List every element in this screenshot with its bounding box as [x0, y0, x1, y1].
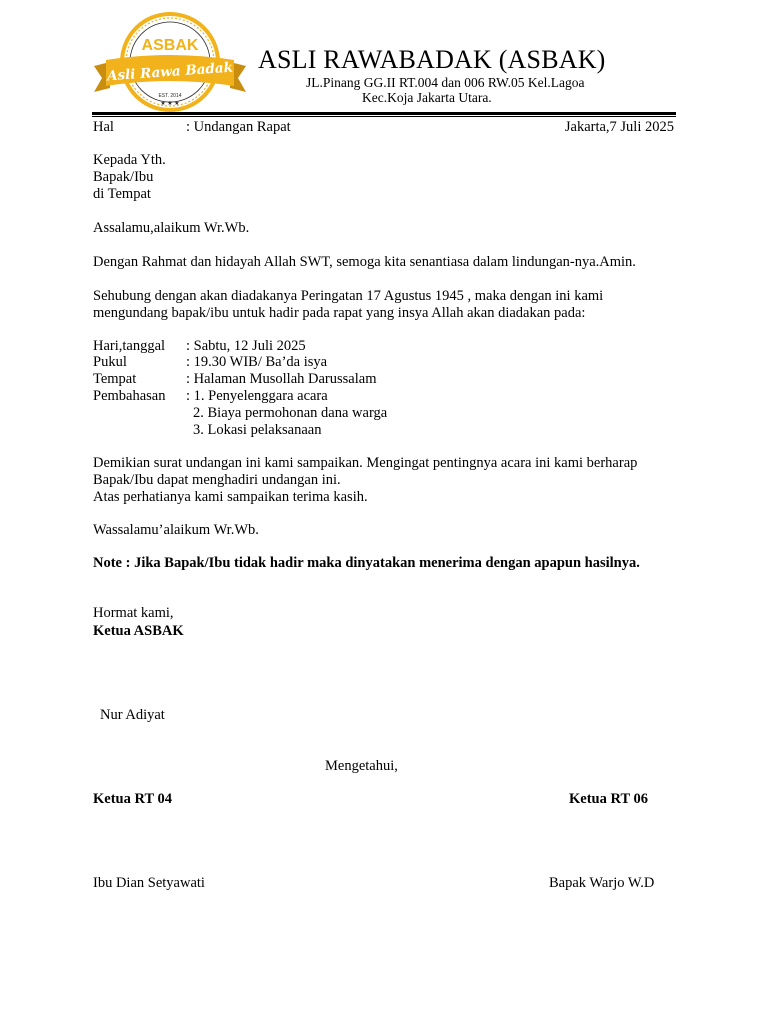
recipient-line-1: Kepada Yth.	[93, 152, 166, 168]
signer-role: Ketua ASBAK	[93, 623, 184, 639]
signer-name: Nur Adiyat	[100, 707, 165, 723]
rt04-role: Ketua RT 04	[93, 791, 172, 807]
rt06-name: Bapak Warjo W.D	[549, 875, 655, 891]
place-date: Jakarta,7 Juli 2025	[564, 119, 674, 135]
regards: Hormat kami,	[93, 605, 174, 621]
logo-stars: ★ ★ ★	[160, 101, 180, 107]
rt06-role: Ketua RT 06	[569, 791, 648, 807]
paragraph-purpose-line-1: Sehubung dengan akan diadakanya Peringatan 17 Agustus 1945 , maka dengan ini kami	[93, 288, 604, 304]
place-label: Tempat	[93, 371, 137, 387]
topic-item-1: : 1. Penyelenggara acara	[186, 388, 328, 404]
header-rule-thin	[92, 116, 676, 117]
hal-value: : Undangan Rapat	[186, 119, 291, 135]
org-name: ASLI RAWABADAK (ASBAK)	[258, 45, 606, 74]
address-line-2: Kec.Koja Jakarta Utara.	[362, 90, 492, 105]
header-rule-thick	[92, 112, 676, 115]
recipient-line-2: Bapak/Ibu	[93, 169, 154, 185]
time-label: Pukul	[93, 354, 127, 370]
day-value: : Sabtu, 12 Juli 2025	[186, 338, 306, 354]
acknowledged-label: Mengetahui,	[325, 758, 398, 774]
farewell: Wassalamu’alaikum Wr.Wb.	[93, 522, 259, 538]
time-value: : 19.30 WIB/ Ba’da isya	[186, 354, 328, 370]
closing-line-2: Bapak/Ibu dapat menghadiri undangan ini.	[93, 472, 341, 488]
topic-item-2: 2. Biaya permohonan dana warga	[193, 405, 388, 421]
topic-item-3: 3. Lokasi pelaksanaan	[193, 422, 322, 438]
topic-label: Pembahasan	[93, 388, 166, 404]
hal-label: Hal	[93, 119, 114, 135]
logo-top-text: ASBAK	[141, 37, 199, 54]
note: Note : Jika Bapak/Ibu tidak hadir maka dinyatakan menerima dengan apapun hasilnya.	[93, 555, 640, 571]
closing-line-1: Demikian surat undangan ini kami sampaikan. Mengingat pentingnya acara ini kami berharap	[93, 455, 638, 471]
logo-est-text: EST. 2014	[158, 93, 182, 99]
greeting: Assalamu,alaikum Wr.Wb.	[93, 220, 250, 236]
address-line-1: JL.Pinang GG.II RT.004 dan 006 RW.05 Kel.Lagoa	[306, 75, 585, 90]
paragraph-purpose-line-2: mengundang bapak/ibu untuk hadir pada rapat yang insya Allah akan diadakan pada:	[93, 305, 586, 321]
rt04-name: Ibu Dian Setyawati	[93, 875, 205, 891]
day-label: Hari,tanggal	[93, 338, 166, 354]
closing-line-3: Atas perhatianya kami sampaikan terima kasih.	[93, 489, 368, 505]
paragraph-opening: Dengan Rahmat dan hidayah Allah SWT, semoga kita senantiasa dalam lindungan-nya.Amin.	[93, 254, 636, 270]
asbak-logo	[88, 10, 248, 114]
logo-banner-text: Asli Rawa Badak	[106, 59, 234, 85]
place-value: : Halaman Musollah Darussalam	[186, 371, 377, 387]
recipient-line-3: di Tempat	[93, 186, 151, 202]
